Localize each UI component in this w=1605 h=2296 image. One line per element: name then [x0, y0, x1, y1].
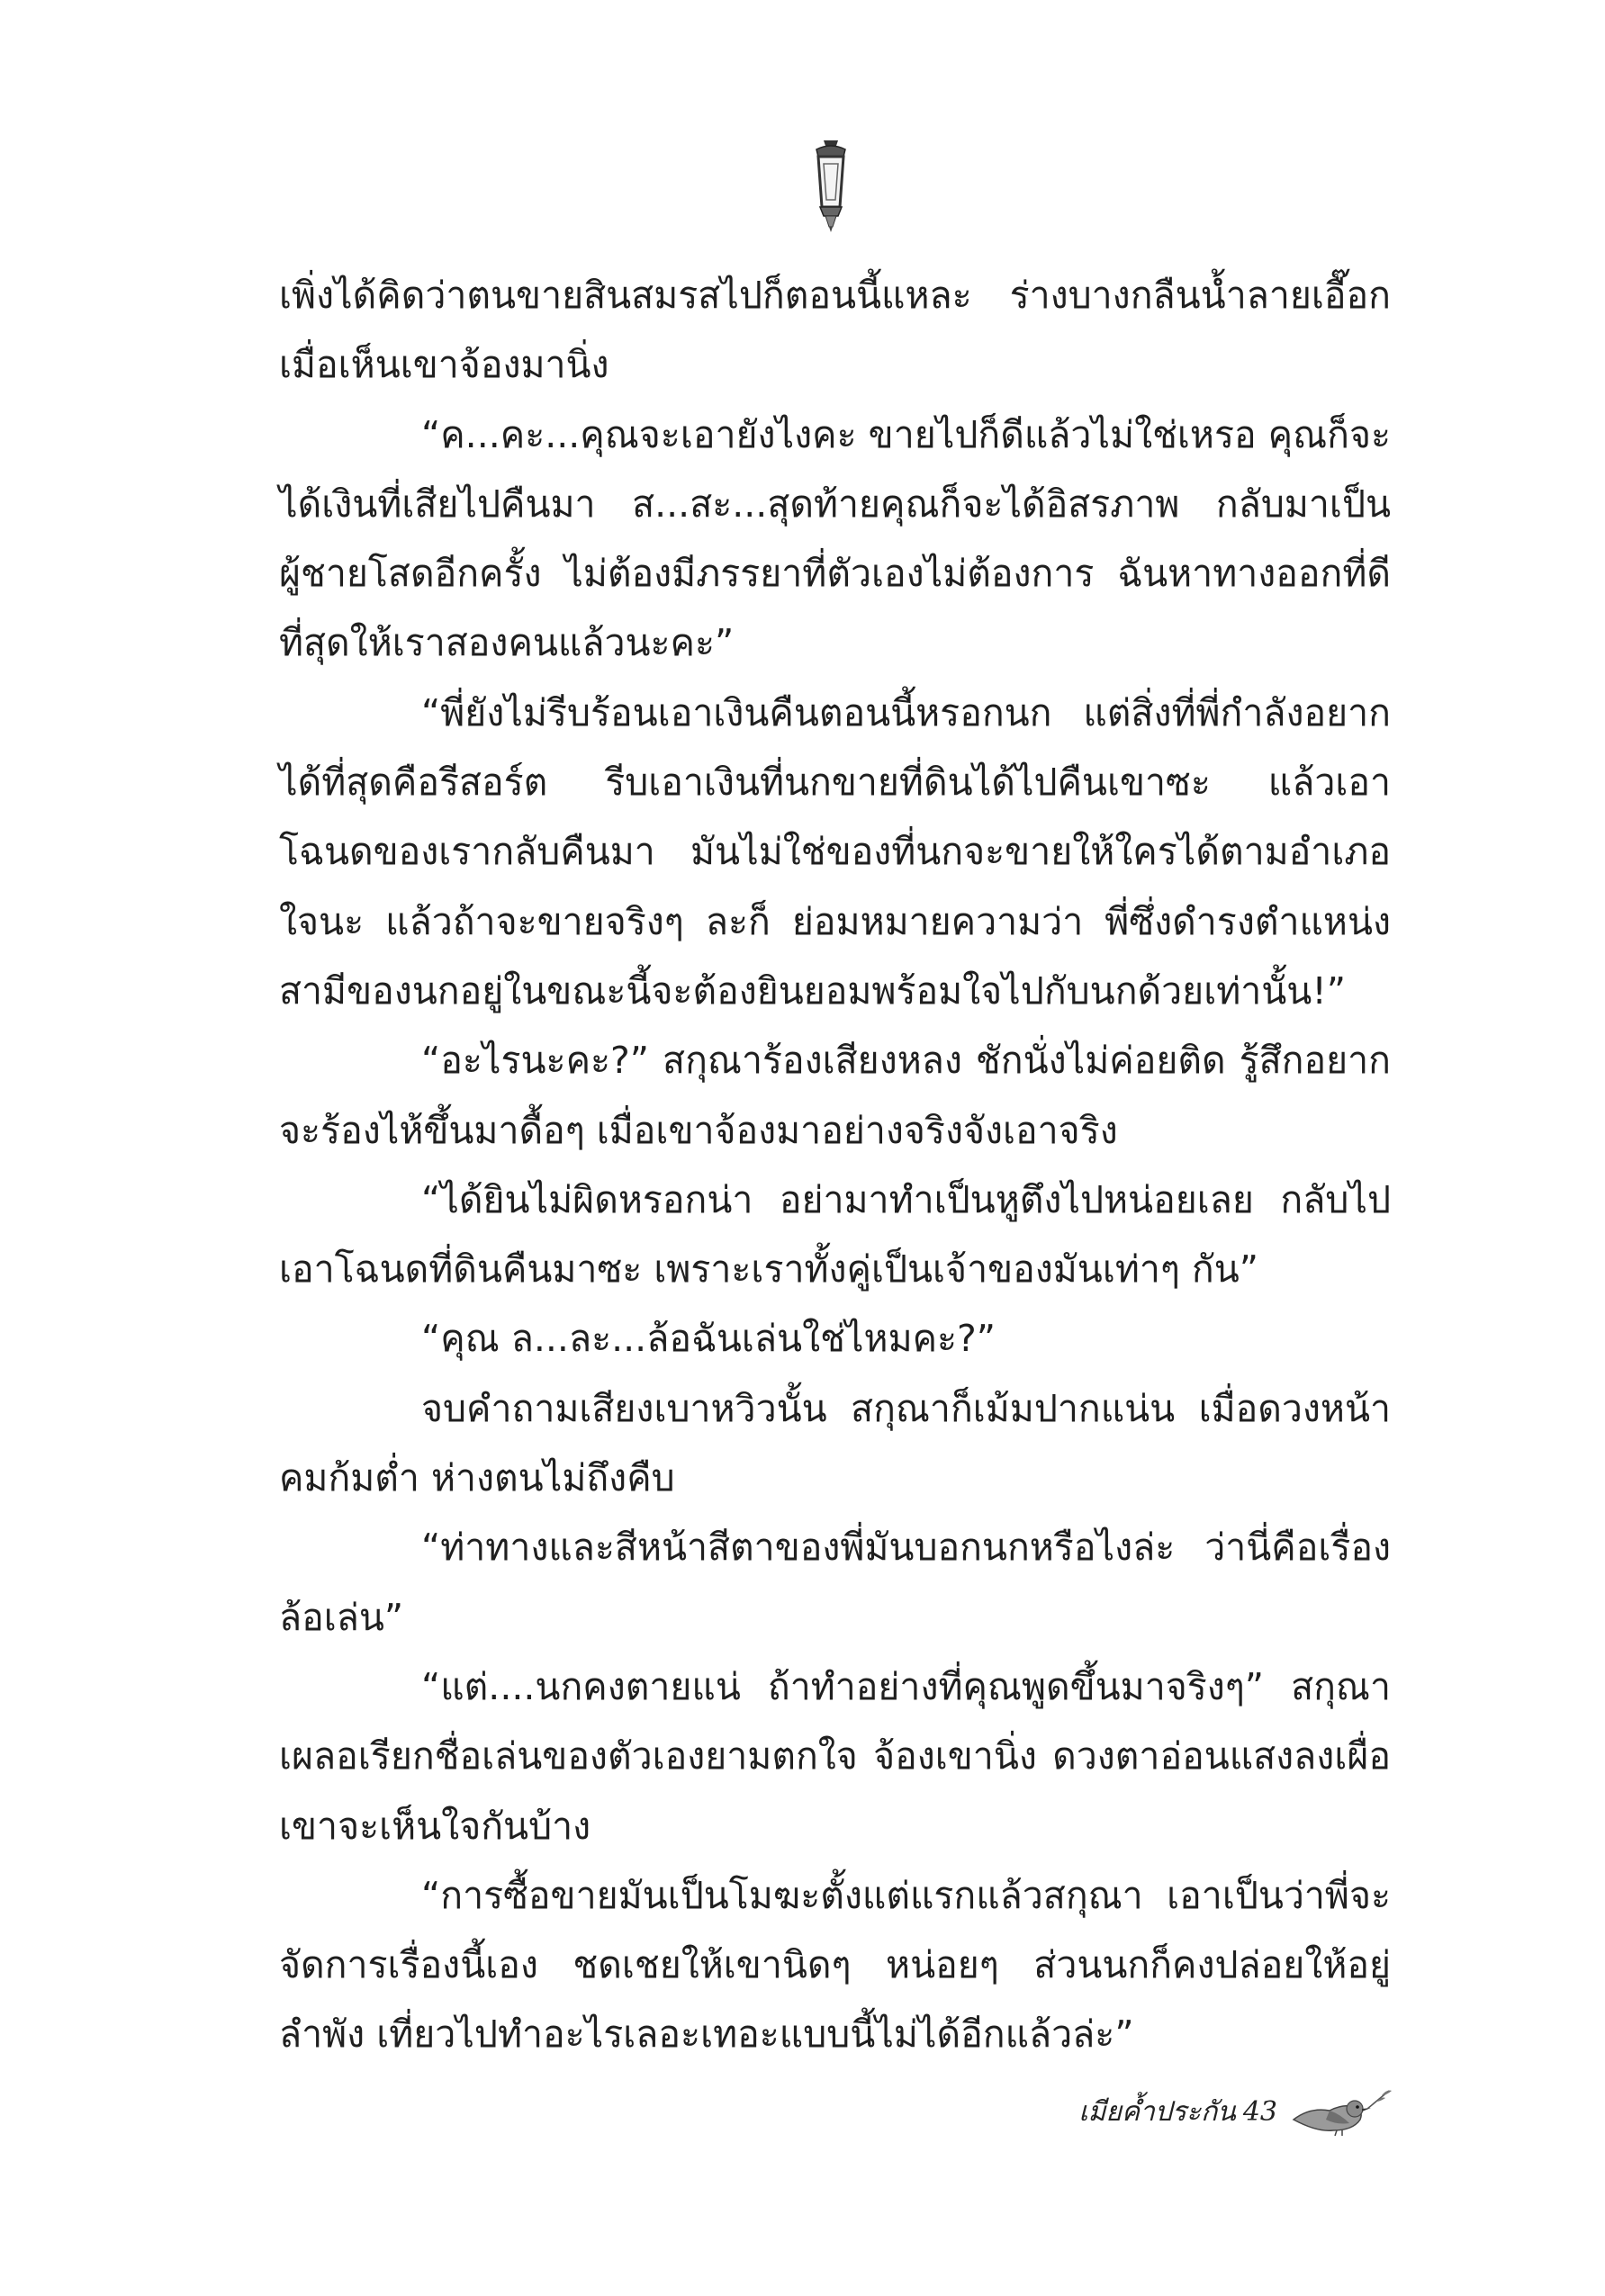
page-footer: [1078, 2084, 1396, 2138]
bird-with-twig-icon: [1290, 2084, 1396, 2139]
paragraph: เพิ่งได้คิดว่าตนขายสินสมรสไปก็ตอนนี้แหละ ร่างบางกลืนน้ำลายเอื๊อก เมื่อเห็นเขาจ้องมานิ่ง: [279, 274, 1391, 387]
paragraph: “การซื้อขายมันเป็นโมฆะตั้งแต่แรกแล้วสกุณา เอาเป็นว่าพี่จะจัดการเรื่องนี้เอง ชดเชยให้เขานิดๆ หน่อยๆ ส่วนนกก็คงปล่อยให้อยู่ลำพัง เที่ยวไปทำอะไรเลอะเทอะแบบนี้ไม่ได้อีกแล้วล่ะ”: [279, 1873, 1391, 2057]
paragraph: จบคำถามเสียงเบาหวิวนั้น สกุณาก็เม้มปากแน่น เมื่อดวงหน้าคมก้มต่ำ ห่างตนไม่ถึงคืบ: [279, 1386, 1391, 1500]
paragraph: “อะไรนะคะ?” สกุณาร้องเสียงหลง ชักนั่งไม่ค่อยติด รู้สึกอยากจะร้องไห้ขึ้นมาดื้อๆ เมื่อเขาจ้องมาอย่างจริงจังเอาจริง: [279, 1039, 1391, 1152]
story-body: [279, 261, 1391, 2070]
paragraph: “แต่....นกคงตายแน่ ถ้าทำอย่างที่คุณพูดขึ้นมาจริงๆ” สกุณาเผลอเรียกชื่อเล่นของตัวเองยามตกใจ จ้องเขานิ่ง ดวงตาอ่อนแสงลงเผื่อเขาจะเห็นใจกันบ้าง: [279, 1664, 1391, 1848]
paragraph: “คุณ ล...ละ...ล้อฉันเล่นใช่ไหมคะ?”: [421, 1317, 996, 1361]
lantern-ornament-icon: [804, 137, 858, 236]
paragraph: “ได้ยินไม่ผิดหรอกน่า อย่ามาทำเป็นหูตึงไปหน่อยเลย กลับไปเอาโฉนดที่ดินคืนมาซะ เพราะเราทั้งคู่เป็นเจ้าของมันเท่าๆ กัน”: [279, 1177, 1391, 1292]
book-title: เมียค้ำประกัน: [1078, 2095, 1236, 2128]
paragraph: “ท่าทางและสีหน้าสีตาของพี่มันบอกนกหรือไงล่ะ ว่านี่คือเรื่องล้อเล่น”: [279, 1526, 1391, 1639]
page-number: 43: [1242, 2095, 1277, 2128]
paragraph: “พี่ยังไม่รีบร้อนเอาเงินคืนตอนนี้หรอกนก แต่สิ่งที่พี่กำลังอยากได้ที่สุดคือรีสอร์ต รีบเอาเงินที่นกขายที่ดินได้ไปคืนเขาซะ แล้วเอาโฉนดของเรากลับคืนมา มันไม่ใช่ของที่นกจะขายให้ใครได้ตามอำเภอใจนะ แล้วถ้าจะขายจริงๆ ละก็ ย่อมหมายความว่า พี่ซึ่งดำรงตำแหน่งสามีของนกอยู่ในขณะนี้จะต้องยินยอมพร้อมใจไปกับนกด้วยเท่านั้น!”: [279, 690, 1391, 1013]
paragraph: “ค...คะ...คุณจะเอายังไงคะ ขายไปก็ดีแล้วไม่ใช่เหรอ คุณก็จะได้เงินที่เสียไปคืนมา ส...สะ...สุดท้ายคุณก็จะได้อิสรภาพ กลับมาเป็นผู้ชายโสดอีกครั้ง ไม่ต้องมีภรรยาที่ตัวเองไม่ต้องการ ฉันหาทางออกที่ดีที่สุดให้เราสองคนแล้วนะคะ”: [279, 412, 1391, 665]
